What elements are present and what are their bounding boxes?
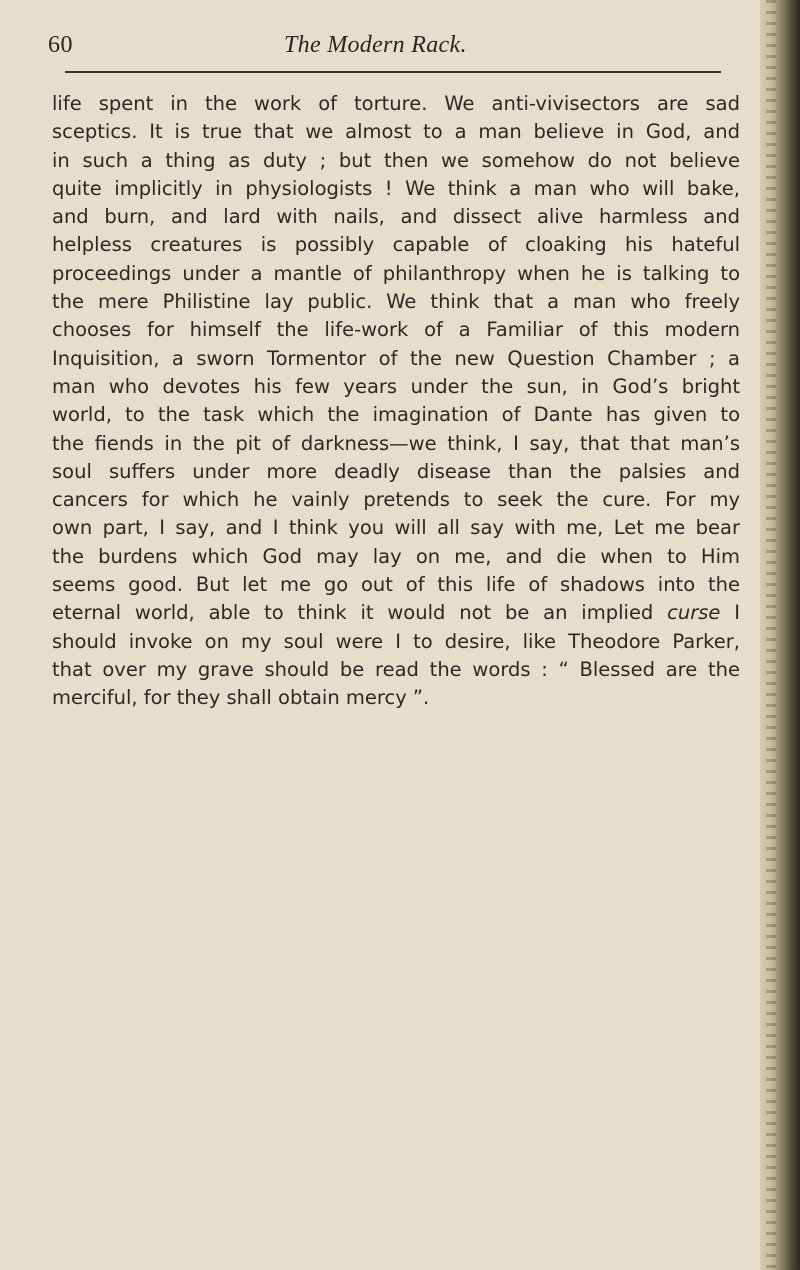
text-line-start: eternal world, able to think it would not be an implied <box>52 601 654 625</box>
body-text <box>52 90 740 713</box>
page-header <box>48 32 738 68</box>
text-line: soul suffers under more deadly disease than the palsies and <box>52 459 740 483</box>
text-line: chooses for himself the life-work of a Familiar of this modern <box>52 318 740 342</box>
text-line: the mere Philistine lay public. We think that a man who freely <box>52 290 740 314</box>
page-edge <box>760 0 800 1270</box>
text-line: should invoke on my soul were I to desire, like Theodore Parker, <box>52 629 740 653</box>
text-line-with-italic <box>52 599 740 627</box>
text-line: the burdens which God may lay on me, and die when to Him <box>52 544 740 568</box>
text-line: cancers for which he vainly pretends to seek the cure. For my <box>52 488 740 512</box>
text-line: the fiends in the pit of darkness—we think, I say, that that man’s <box>52 431 740 455</box>
running-title: The Modern Rack. <box>284 32 467 58</box>
text-line-end: I <box>720 601 741 625</box>
text-line: man who devotes his few years under the sun, in God’s bright <box>52 374 740 398</box>
text-line: world, to the task which the imagination of Dante has given to <box>52 403 740 427</box>
header-rule <box>65 71 721 73</box>
text-line: life spent in the work of torture. We anti-vivisectors are sad <box>52 92 740 115</box>
italic-word: curse <box>667 601 721 625</box>
text-line: proceedings under a mantle of philanthropy when he is talking to <box>52 261 740 285</box>
text-line: that over my grave should be read the words : “ Blessed are the <box>52 657 740 681</box>
text-line: own part, I say, and I think you will all say with me, Let me bear <box>52 516 740 540</box>
text-line: and burn, and lard with nails, and dissect alive harmless and <box>52 205 740 229</box>
text-line: quite implicitly in physiologists ! We think a man who will bake, <box>52 176 740 200</box>
text-line: in such a thing as duty ; but then we somehow do not believe <box>52 148 740 172</box>
text-line: Inquisition, a sworn Tormentor of the new Question Chamber ; a <box>52 346 740 370</box>
text-line-last: merciful, for they shall obtain mercy ”. <box>52 686 430 710</box>
text-line: helpless creatures is possibly capable of cloaking his hateful <box>52 233 740 257</box>
text-line: sceptics. It is true that we almost to a man believe in God, and <box>52 120 740 144</box>
page-number: 60 <box>48 32 73 58</box>
text-line: seems good. But let me go out of this life of shadows into the <box>52 573 740 597</box>
